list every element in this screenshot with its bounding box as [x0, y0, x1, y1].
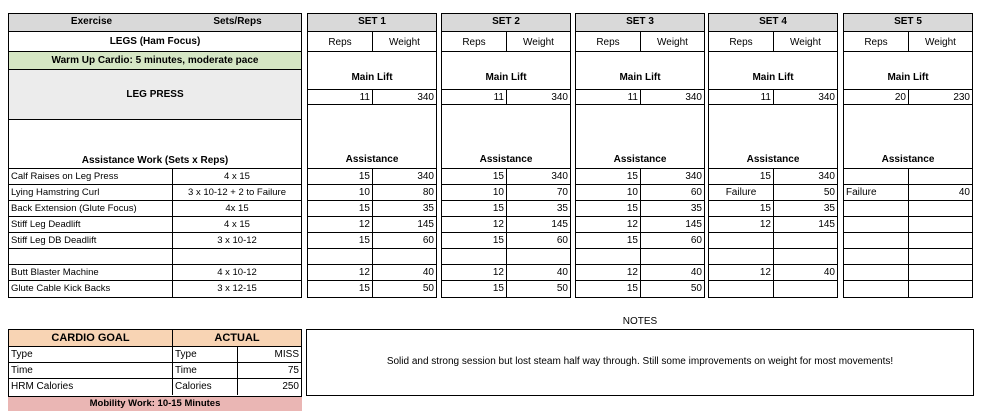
exercise-name: Butt Blaster Machine: [9, 265, 173, 281]
set-reps-cell[interactable]: [576, 249, 641, 265]
main-lift-weight[interactable]: 340: [774, 89, 837, 105]
cardio-actual-label: Type: [173, 347, 238, 363]
set-title: SET 4: [709, 14, 837, 32]
exercise-sets: 3 x 10-12: [173, 233, 301, 249]
exercise-name: Stiff Leg DB Deadlift: [9, 233, 173, 249]
set-reps-cell[interactable]: 15: [442, 201, 507, 217]
set-weight-cell[interactable]: 145: [641, 217, 704, 233]
set-weight-cell[interactable]: 340: [774, 169, 837, 185]
set-reps-cell[interactable]: 12: [709, 217, 774, 233]
set-weight-cell[interactable]: 340: [507, 169, 570, 185]
set-weight-cell[interactable]: [909, 169, 972, 185]
set-reps-cell[interactable]: 15: [442, 169, 507, 185]
assistance-label: Assistance: [746, 154, 800, 165]
assistance-label: Assistance: [613, 154, 667, 165]
set-weight-cell[interactable]: 40: [909, 185, 972, 201]
set-weight-cell[interactable]: [507, 249, 570, 265]
set-weight-cell[interactable]: [909, 249, 972, 265]
set-weight-cell[interactable]: 50: [690, 283, 702, 294]
reps-label: Reps: [576, 32, 641, 52]
set-weight-cell[interactable]: 35: [641, 201, 704, 217]
exercise-sets: 3 x 10-12 + 2 to Failure: [173, 185, 301, 201]
set-reps-cell[interactable]: 15: [576, 233, 641, 249]
set-reps-cell[interactable]: [844, 281, 909, 297]
main-lift-weight[interactable]: 340: [641, 89, 704, 105]
exercise-sets: 3 x 12-15: [217, 283, 257, 294]
set-reps-cell[interactable]: 15: [308, 233, 373, 249]
set-reps-cell[interactable]: 15: [442, 233, 507, 249]
cardio-goal-row: HRM Calories: [9, 379, 173, 395]
set-weight-cell[interactable]: 60: [641, 233, 704, 249]
set-reps-cell[interactable]: [844, 217, 909, 233]
exercise-sets: [173, 249, 301, 265]
assistance-label: Assistance: [881, 154, 935, 165]
set-block-1: [307, 13, 437, 298]
notes-box[interactable]: [306, 329, 974, 396]
assistance-label: Assistance: [479, 154, 533, 165]
set-reps-cell[interactable]: 12: [442, 265, 507, 281]
set-weight-cell[interactable]: [774, 249, 837, 265]
main-lift-label: Main Lift: [619, 72, 661, 83]
set-weight-cell[interactable]: 40: [641, 265, 704, 281]
set-weight-cell[interactable]: 60: [641, 185, 704, 201]
cardio-actual-header: ACTUAL: [173, 330, 301, 347]
reps-label: Reps: [709, 32, 774, 52]
weight-label: Weight: [641, 32, 704, 52]
set-weight-cell[interactable]: 40: [774, 265, 837, 281]
exercise-name: Glute Cable Kick Backs: [9, 281, 173, 297]
exercise-name: Calf Raises on Leg Press: [9, 169, 173, 185]
weight-label: Weight: [507, 32, 570, 52]
exercise-name: Stiff Leg Deadlift: [9, 217, 173, 233]
set-reps-cell[interactable]: Failure: [844, 185, 909, 201]
cardio-actual-value[interactable]: MISS: [238, 347, 301, 363]
set-reps-cell[interactable]: 15: [576, 201, 641, 217]
set-weight-cell[interactable]: 80: [373, 185, 436, 201]
main-lift-reps[interactable]: 11: [308, 89, 373, 105]
main-lift-weight[interactable]: 340: [373, 89, 436, 105]
set-reps-cell[interactable]: 10: [308, 185, 373, 201]
set-weight-cell[interactable]: 40: [507, 265, 570, 281]
set-weight-cell[interactable]: [909, 217, 972, 233]
set-reps-cell[interactable]: [709, 281, 774, 297]
set-reps-cell[interactable]: Failure: [709, 185, 774, 201]
main-lift-weight[interactable]: 230: [909, 89, 972, 105]
set-weight-cell[interactable]: 60: [507, 233, 570, 249]
set-weight-cell[interactable]: 340: [373, 169, 436, 185]
weight-label: Weight: [774, 32, 837, 52]
set-reps-cell[interactable]: [844, 201, 909, 217]
set-reps-cell[interactable]: [844, 265, 909, 281]
set-weight-cell[interactable]: [909, 281, 972, 297]
exercise-sets: 4 x 15: [173, 217, 301, 233]
exercise-name: Back Extension (Glute Focus): [9, 201, 173, 217]
set-reps-cell[interactable]: 15: [709, 169, 774, 185]
exercise-sets: 4 x 10-12: [173, 265, 301, 281]
set-reps-cell[interactable]: [844, 233, 909, 249]
main-lift-weight[interactable]: 340: [507, 89, 570, 105]
assistance-header: Assistance Work (Sets x Reps): [9, 120, 301, 169]
set-weight-cell[interactable]: 340: [641, 169, 704, 185]
set-reps-cell[interactable]: 12: [709, 265, 774, 281]
set-reps-cell[interactable]: [844, 249, 909, 265]
set-weight-cell[interactable]: 145: [774, 217, 837, 233]
exercise-name: [9, 249, 173, 265]
set-reps-cell[interactable]: [709, 233, 774, 249]
set-reps-cell[interactable]: 15: [308, 201, 373, 217]
main-lift-label: Main Lift: [887, 72, 929, 83]
set-reps-cell[interactable]: 12: [308, 265, 373, 281]
set-block-5: [843, 13, 973, 298]
set-reps-cell[interactable]: 12: [442, 217, 507, 233]
warmup-cardio: Warm Up Cardio: 5 minutes, moderate pace: [9, 52, 301, 70]
set-weight-cell[interactable]: [909, 201, 972, 217]
weight-label: Weight: [373, 32, 436, 52]
cardio-goal-row: Time: [9, 363, 173, 379]
main-lift-reps[interactable]: 11: [442, 89, 507, 105]
set-weight-cell[interactable]: 145: [507, 217, 570, 233]
set-reps-cell[interactable]: 15: [442, 281, 507, 297]
set-weight-cell[interactable]: 40: [373, 265, 436, 281]
section-title: LEGS (Ham Focus): [9, 32, 301, 52]
reps-label: Reps: [442, 32, 507, 52]
cardio-actual-value[interactable]: 250: [282, 381, 299, 392]
set-reps-cell[interactable]: 15: [308, 281, 373, 297]
set-weight-cell[interactable]: [909, 233, 972, 249]
set-title: SET 5: [844, 14, 972, 32]
notes-text: Solid and strong session but lost steam half way through. Still some improvements on weight for most movements!: [386, 356, 894, 367]
set-weight-cell[interactable]: 35: [507, 201, 570, 217]
set-reps-cell[interactable]: 15: [308, 169, 373, 185]
set-weight-cell[interactable]: [774, 233, 837, 249]
cardio-actual-label: Calories: [173, 379, 238, 395]
cardio-actual-label: Time: [173, 363, 238, 379]
notes-title: NOTES: [622, 316, 658, 327]
set-reps-cell[interactable]: 10: [576, 185, 641, 201]
reps-label: Reps: [308, 32, 373, 52]
set-title: SET 3: [576, 14, 704, 32]
set-title: SET 1: [308, 14, 436, 32]
weight-label: Weight: [909, 32, 972, 52]
set-weight-cell[interactable]: 145: [373, 217, 436, 233]
set-weight-cell[interactable]: 50: [556, 283, 568, 294]
main-lift-reps[interactable]: 11: [709, 89, 774, 105]
set-weight-cell[interactable]: 70: [507, 185, 570, 201]
exercise-name: Lying Hamstring Curl: [9, 185, 173, 201]
reps-label: Reps: [844, 32, 909, 52]
set-reps-cell[interactable]: [844, 169, 909, 185]
set-weight-cell[interactable]: [774, 281, 837, 297]
mobility-work: Mobility Work: 10-15 Minutes: [8, 397, 302, 411]
set-reps-cell[interactable]: 12: [308, 217, 373, 233]
main-lift-reps[interactable]: 20: [844, 89, 909, 105]
main-lift-label: Main Lift: [351, 72, 393, 83]
set-reps-cell[interactable]: 15: [576, 281, 641, 297]
main-lift-reps[interactable]: 11: [576, 89, 641, 105]
set-reps-cell[interactable]: 15: [709, 201, 774, 217]
set-block-2: [441, 13, 571, 298]
set-reps-cell[interactable]: [709, 249, 774, 265]
cardio-goal-row: Type: [9, 347, 173, 363]
set-weight-cell[interactable]: [641, 249, 704, 265]
set-weight-cell[interactable]: 50: [774, 185, 837, 201]
main-lift-label: Main Lift: [752, 72, 794, 83]
exercise-table: [8, 13, 302, 298]
cardio-table: [8, 329, 302, 397]
cardio-actual-value[interactable]: 75: [238, 363, 301, 379]
set-reps-cell[interactable]: 10: [442, 185, 507, 201]
sets-header: Sets/Reps: [213, 16, 262, 27]
assistance-label: Assistance: [345, 154, 399, 165]
exercise-sets: 4 x 15: [173, 169, 301, 185]
set-reps-cell[interactable]: 12: [576, 217, 641, 233]
exercise-header: Exercise: [70, 16, 113, 27]
set-weight-cell[interactable]: 60: [373, 233, 436, 249]
main-lift-label: Main Lift: [485, 72, 527, 83]
set-weight-cell[interactable]: [909, 265, 972, 281]
main-exercise-name: LEG PRESS: [9, 70, 301, 120]
exercise-sets: 4x 15: [173, 201, 301, 217]
set-reps-cell[interactable]: [308, 249, 373, 265]
set-block-3: [575, 13, 705, 298]
set-reps-cell[interactable]: [442, 249, 507, 265]
set-reps-cell[interactable]: 15: [576, 169, 641, 185]
set-weight-cell[interactable]: 50: [422, 283, 434, 294]
set-title: SET 2: [442, 14, 570, 32]
cardio-goal-header: CARDIO GOAL: [9, 330, 173, 347]
set-reps-cell[interactable]: 12: [576, 265, 641, 281]
set-weight-cell[interactable]: [373, 249, 436, 265]
set-block-4: [708, 13, 838, 298]
set-weight-cell[interactable]: 35: [373, 201, 436, 217]
set-weight-cell[interactable]: 35: [774, 201, 837, 217]
